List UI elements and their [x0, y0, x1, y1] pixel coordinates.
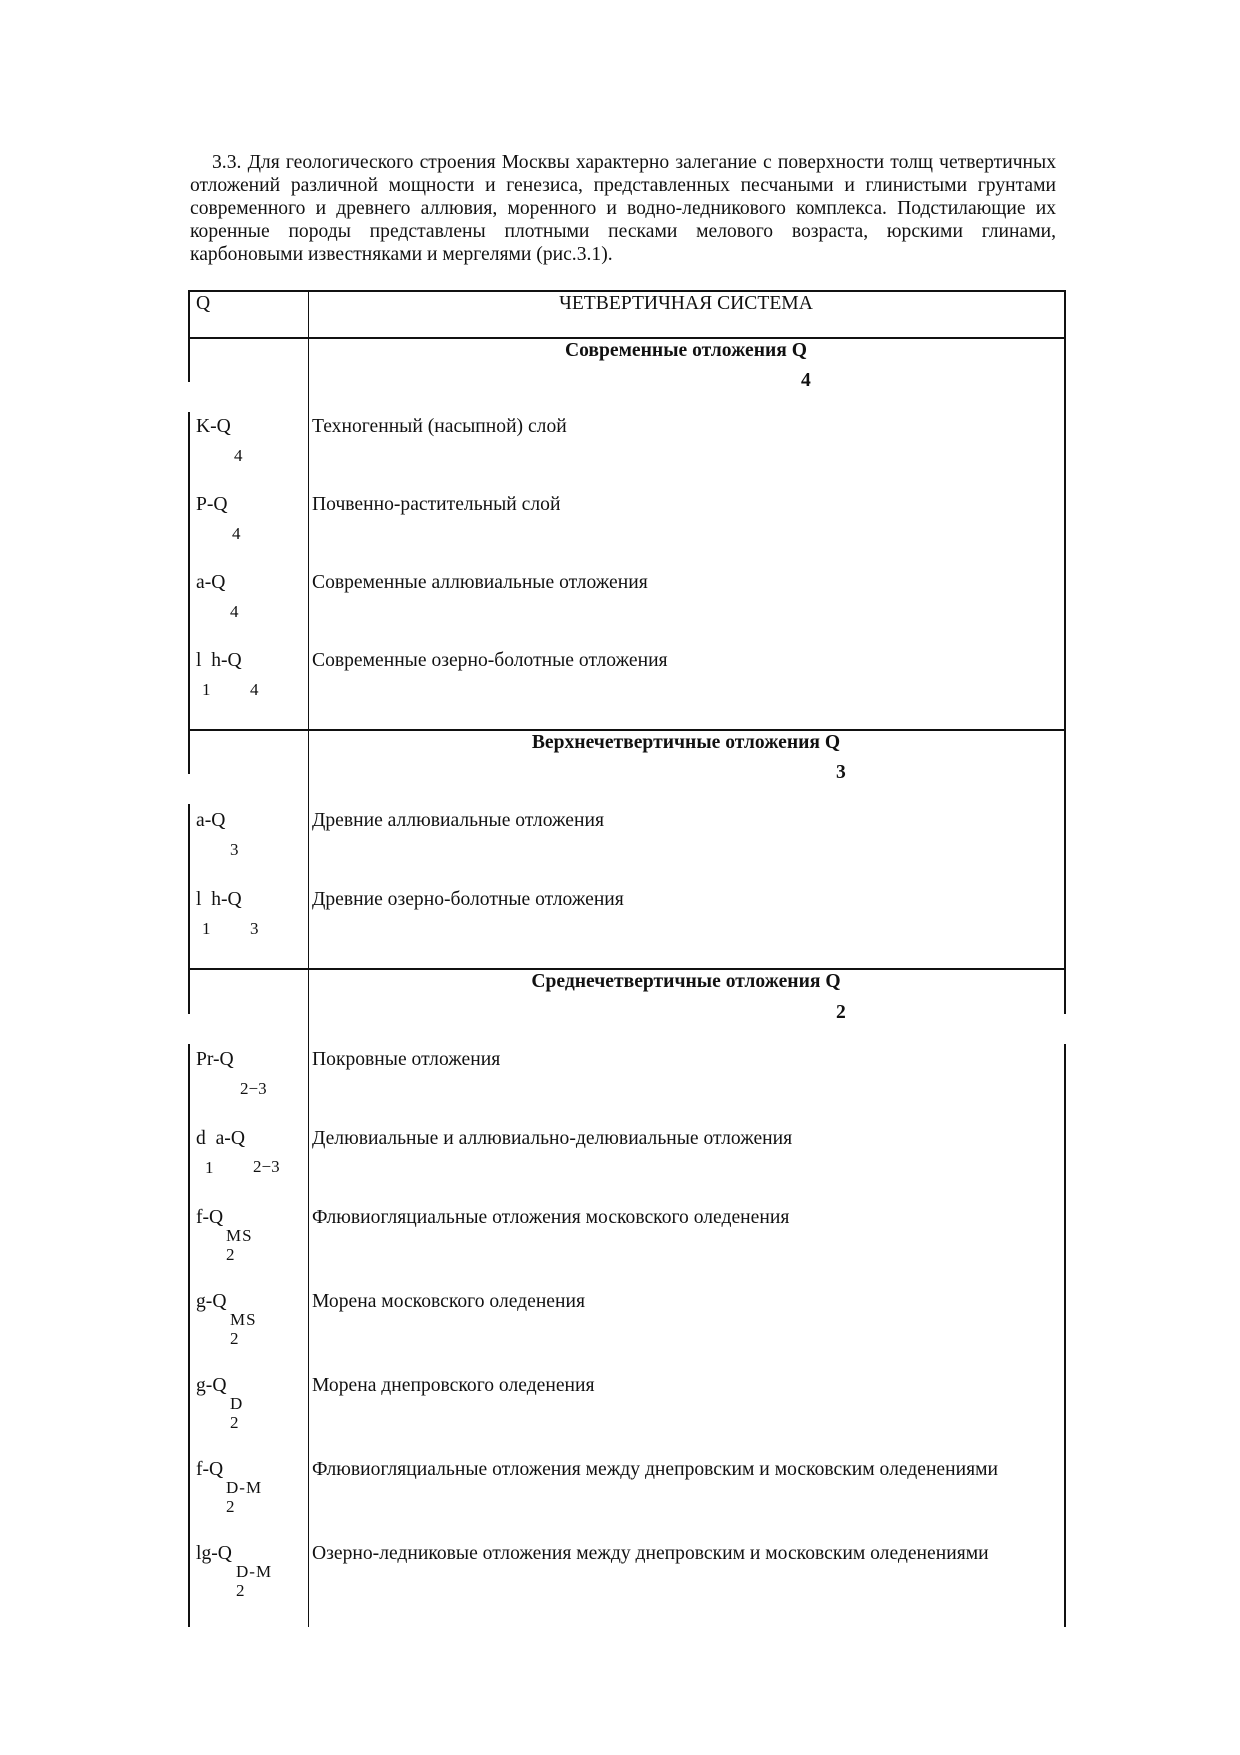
row-code: f-Q	[196, 1459, 224, 1480]
row-code: a-Q	[196, 810, 226, 831]
section-divider	[190, 729, 1064, 731]
row-code-subscript: 2	[230, 1329, 239, 1348]
header-index-cell: Q	[196, 293, 211, 314]
row-code-subscript: 4	[232, 524, 241, 543]
section-gap-left	[188, 382, 190, 412]
row-code-subscript: 4	[250, 680, 259, 699]
row-description: Озерно-ледниковые отложения между днепровским и московским оледенениями	[312, 1543, 989, 1564]
row-description: Покровные отложения	[312, 1049, 501, 1070]
header-title-cell: ЧЕТВЕРТИЧНАЯ СИСТЕМА	[559, 293, 813, 314]
row-description: Техногенный (насыпной) слой	[312, 416, 567, 437]
section-title-subscript: 2	[836, 1002, 846, 1023]
section-gap-right	[1064, 1014, 1066, 1044]
row-description: Делювиальные и аллювиально-делювиальные отложения	[312, 1128, 793, 1149]
row-description: Флювиогляциальные отложения между днепровским и московским оледенениями	[312, 1459, 998, 1480]
section-title: Современные отложения Q	[564, 340, 808, 361]
row-code-superscript: MS	[226, 1226, 253, 1245]
row-code-subscript: 4	[230, 602, 239, 621]
row-code-subscript: 2	[226, 1497, 235, 1516]
row-description: Древние аллювиальные отложения	[312, 810, 604, 831]
section-divider	[190, 968, 1064, 970]
row-code: d a-Q	[196, 1128, 245, 1149]
row-code: P-Q	[196, 494, 228, 515]
row-code-subscript-left: 1	[202, 919, 211, 938]
row-description: Морена московского оледенения	[312, 1291, 585, 1312]
row-code: lg-Q	[196, 1543, 232, 1564]
column-divider	[308, 292, 309, 1627]
row-code: l h-Q	[196, 889, 242, 910]
section-title: Верхнечетвертичные отложения Q	[531, 732, 841, 753]
section-title-subscript: 3	[836, 762, 846, 783]
row-code: Pr-Q	[196, 1049, 234, 1070]
row-code-subscript-left: 1	[202, 680, 211, 699]
row-code-superscript: MS	[230, 1310, 257, 1329]
row-code-subscript: 2	[226, 1245, 235, 1264]
intro-paragraph: 3.3. Для геологического строения Москвы характерно залегание с поверхности толщ четвертичных отложений различной мощности и генезиса, представленных песчаными и глинистыми грунтами современного и древнего аллювия, моренного и водно-ледникового комплекса. Подстилающие их коренные породы представлены плотными песками мелового возраста, юрскими глинами, карбоновыми известняками и мергелями (рис.3.1).	[190, 152, 1056, 265]
row-code: K-Q	[196, 416, 231, 437]
row-code-superscript: D-M	[236, 1562, 273, 1581]
row-code: g-Q	[196, 1375, 227, 1396]
row-description: Морена днепровского оледенения	[312, 1375, 595, 1396]
header-row-divider	[190, 337, 1064, 339]
row-code-subscript: 3	[230, 840, 239, 859]
row-description: Флювиогляциальные отложения московского оледенения	[312, 1207, 790, 1228]
row-code-subscript: 4	[234, 446, 243, 465]
row-code-subscript: 2−3	[253, 1157, 280, 1176]
row-description: Почвенно-растительный слой	[312, 494, 561, 515]
row-code: l h-Q	[196, 650, 242, 671]
section-gap-left	[188, 774, 190, 804]
section-title-subscript: 4	[801, 370, 811, 391]
row-code-subscript-left: 1	[205, 1158, 214, 1177]
row-code: a-Q	[196, 572, 226, 593]
stratigraphy-table	[188, 290, 1066, 1627]
row-description: Современные аллювиальные отложения	[312, 572, 648, 593]
row-code-subscript: 2	[236, 1581, 245, 1600]
section-title: Среднечетвертичные отложения Q	[531, 971, 841, 992]
row-code-superscript: D-M	[226, 1478, 263, 1497]
row-code: g-Q	[196, 1291, 227, 1312]
row-description: Древние озерно-болотные отложения	[312, 889, 624, 910]
row-code-superscript: D	[230, 1394, 244, 1413]
row-code-subscript: 2	[230, 1413, 239, 1432]
row-code-subscript: 2−3	[240, 1079, 267, 1098]
row-code-subscript: 3	[250, 919, 259, 938]
row-description: Современные озерно-болотные отложения	[312, 650, 668, 671]
row-code: f-Q	[196, 1207, 224, 1228]
section-gap-left	[188, 1014, 190, 1044]
